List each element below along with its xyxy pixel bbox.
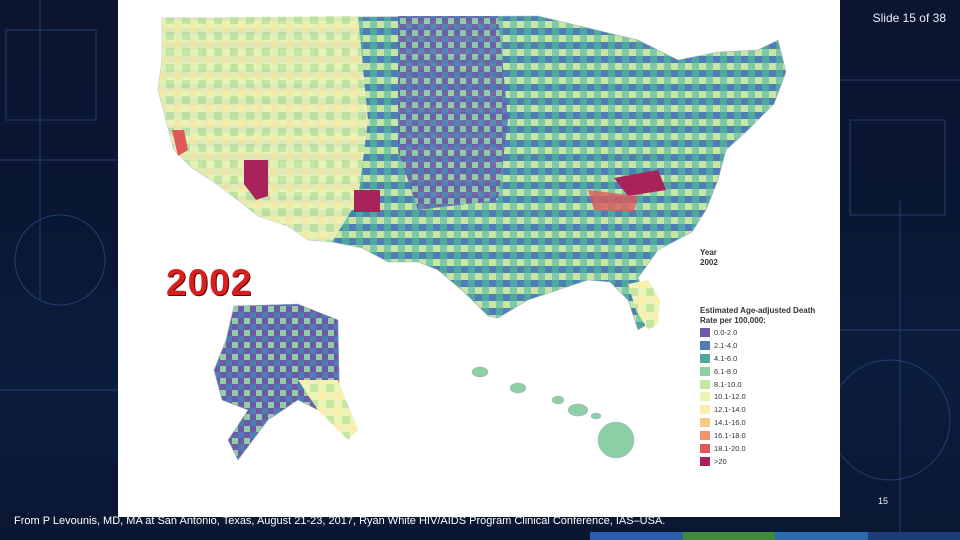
legend-label: 6.1-8.0	[714, 366, 738, 376]
legend-swatch	[700, 328, 710, 337]
source-credit: From P Levounis, MD, MA at San Antonio, Texas, August 21-23, 2017, Ryan White HIV/AIDS Program Clinical Conference, IAS–USA.	[14, 515, 666, 527]
legend-item	[700, 455, 830, 468]
legend-item	[700, 403, 830, 416]
legend-label: 12.1-14.0	[714, 405, 746, 415]
legend-swatch	[700, 380, 710, 389]
legend-label: 4.1-6.0	[714, 353, 738, 363]
western-region	[158, 16, 368, 242]
legend-label: 18.1-20.0	[714, 443, 746, 453]
legend-swatch	[700, 431, 710, 440]
legend-label: 14.1-16.0	[714, 418, 746, 428]
footer-color-segment	[683, 532, 776, 540]
page-number: 15	[878, 496, 889, 506]
legend-label: >20	[714, 456, 727, 466]
plains-region	[398, 16, 508, 210]
legend-item	[700, 378, 830, 391]
year-value: 2002	[700, 258, 718, 267]
legend-swatch	[700, 457, 710, 466]
legend-item	[700, 326, 830, 339]
year-stamp: 2002	[166, 262, 253, 303]
legend-title: Estimated Age-adjusted Death Rate per 100,000:	[700, 306, 816, 325]
legend-swatch	[700, 367, 710, 376]
footer-color-bar	[590, 532, 960, 540]
legend-swatch	[700, 444, 710, 453]
footer-color-segment	[590, 532, 683, 540]
legend-label: 16.1-18.0	[714, 431, 746, 441]
legend-swatch	[700, 392, 710, 401]
year-label-block	[700, 248, 718, 268]
legend-swatch	[700, 418, 710, 427]
footer-color-segment	[775, 532, 868, 540]
map-legend	[700, 306, 830, 468]
hawaii	[472, 367, 634, 458]
legend-item	[700, 416, 830, 429]
colorado-hotspot	[354, 190, 380, 212]
legend-label: 0.0-2.0	[714, 327, 738, 337]
legend-item	[700, 365, 830, 378]
legend-item	[700, 352, 830, 365]
legend-label: 8.1-10.0	[714, 379, 742, 389]
year-label: Year	[700, 248, 717, 257]
legend-item	[700, 429, 830, 442]
slide-indicator: Slide 15 of 38	[872, 11, 946, 25]
legend-swatch	[700, 354, 710, 363]
legend-label: 10.1-12.0	[714, 392, 746, 402]
legend-item	[700, 390, 830, 403]
legend-label: 2.1-4.0	[714, 340, 738, 350]
legend-swatch	[700, 341, 710, 350]
footer-color-segment	[868, 532, 960, 540]
legend-item	[700, 339, 830, 352]
alaska-southeast	[298, 380, 358, 440]
legend-item	[700, 442, 830, 455]
legend-swatch	[700, 405, 710, 414]
